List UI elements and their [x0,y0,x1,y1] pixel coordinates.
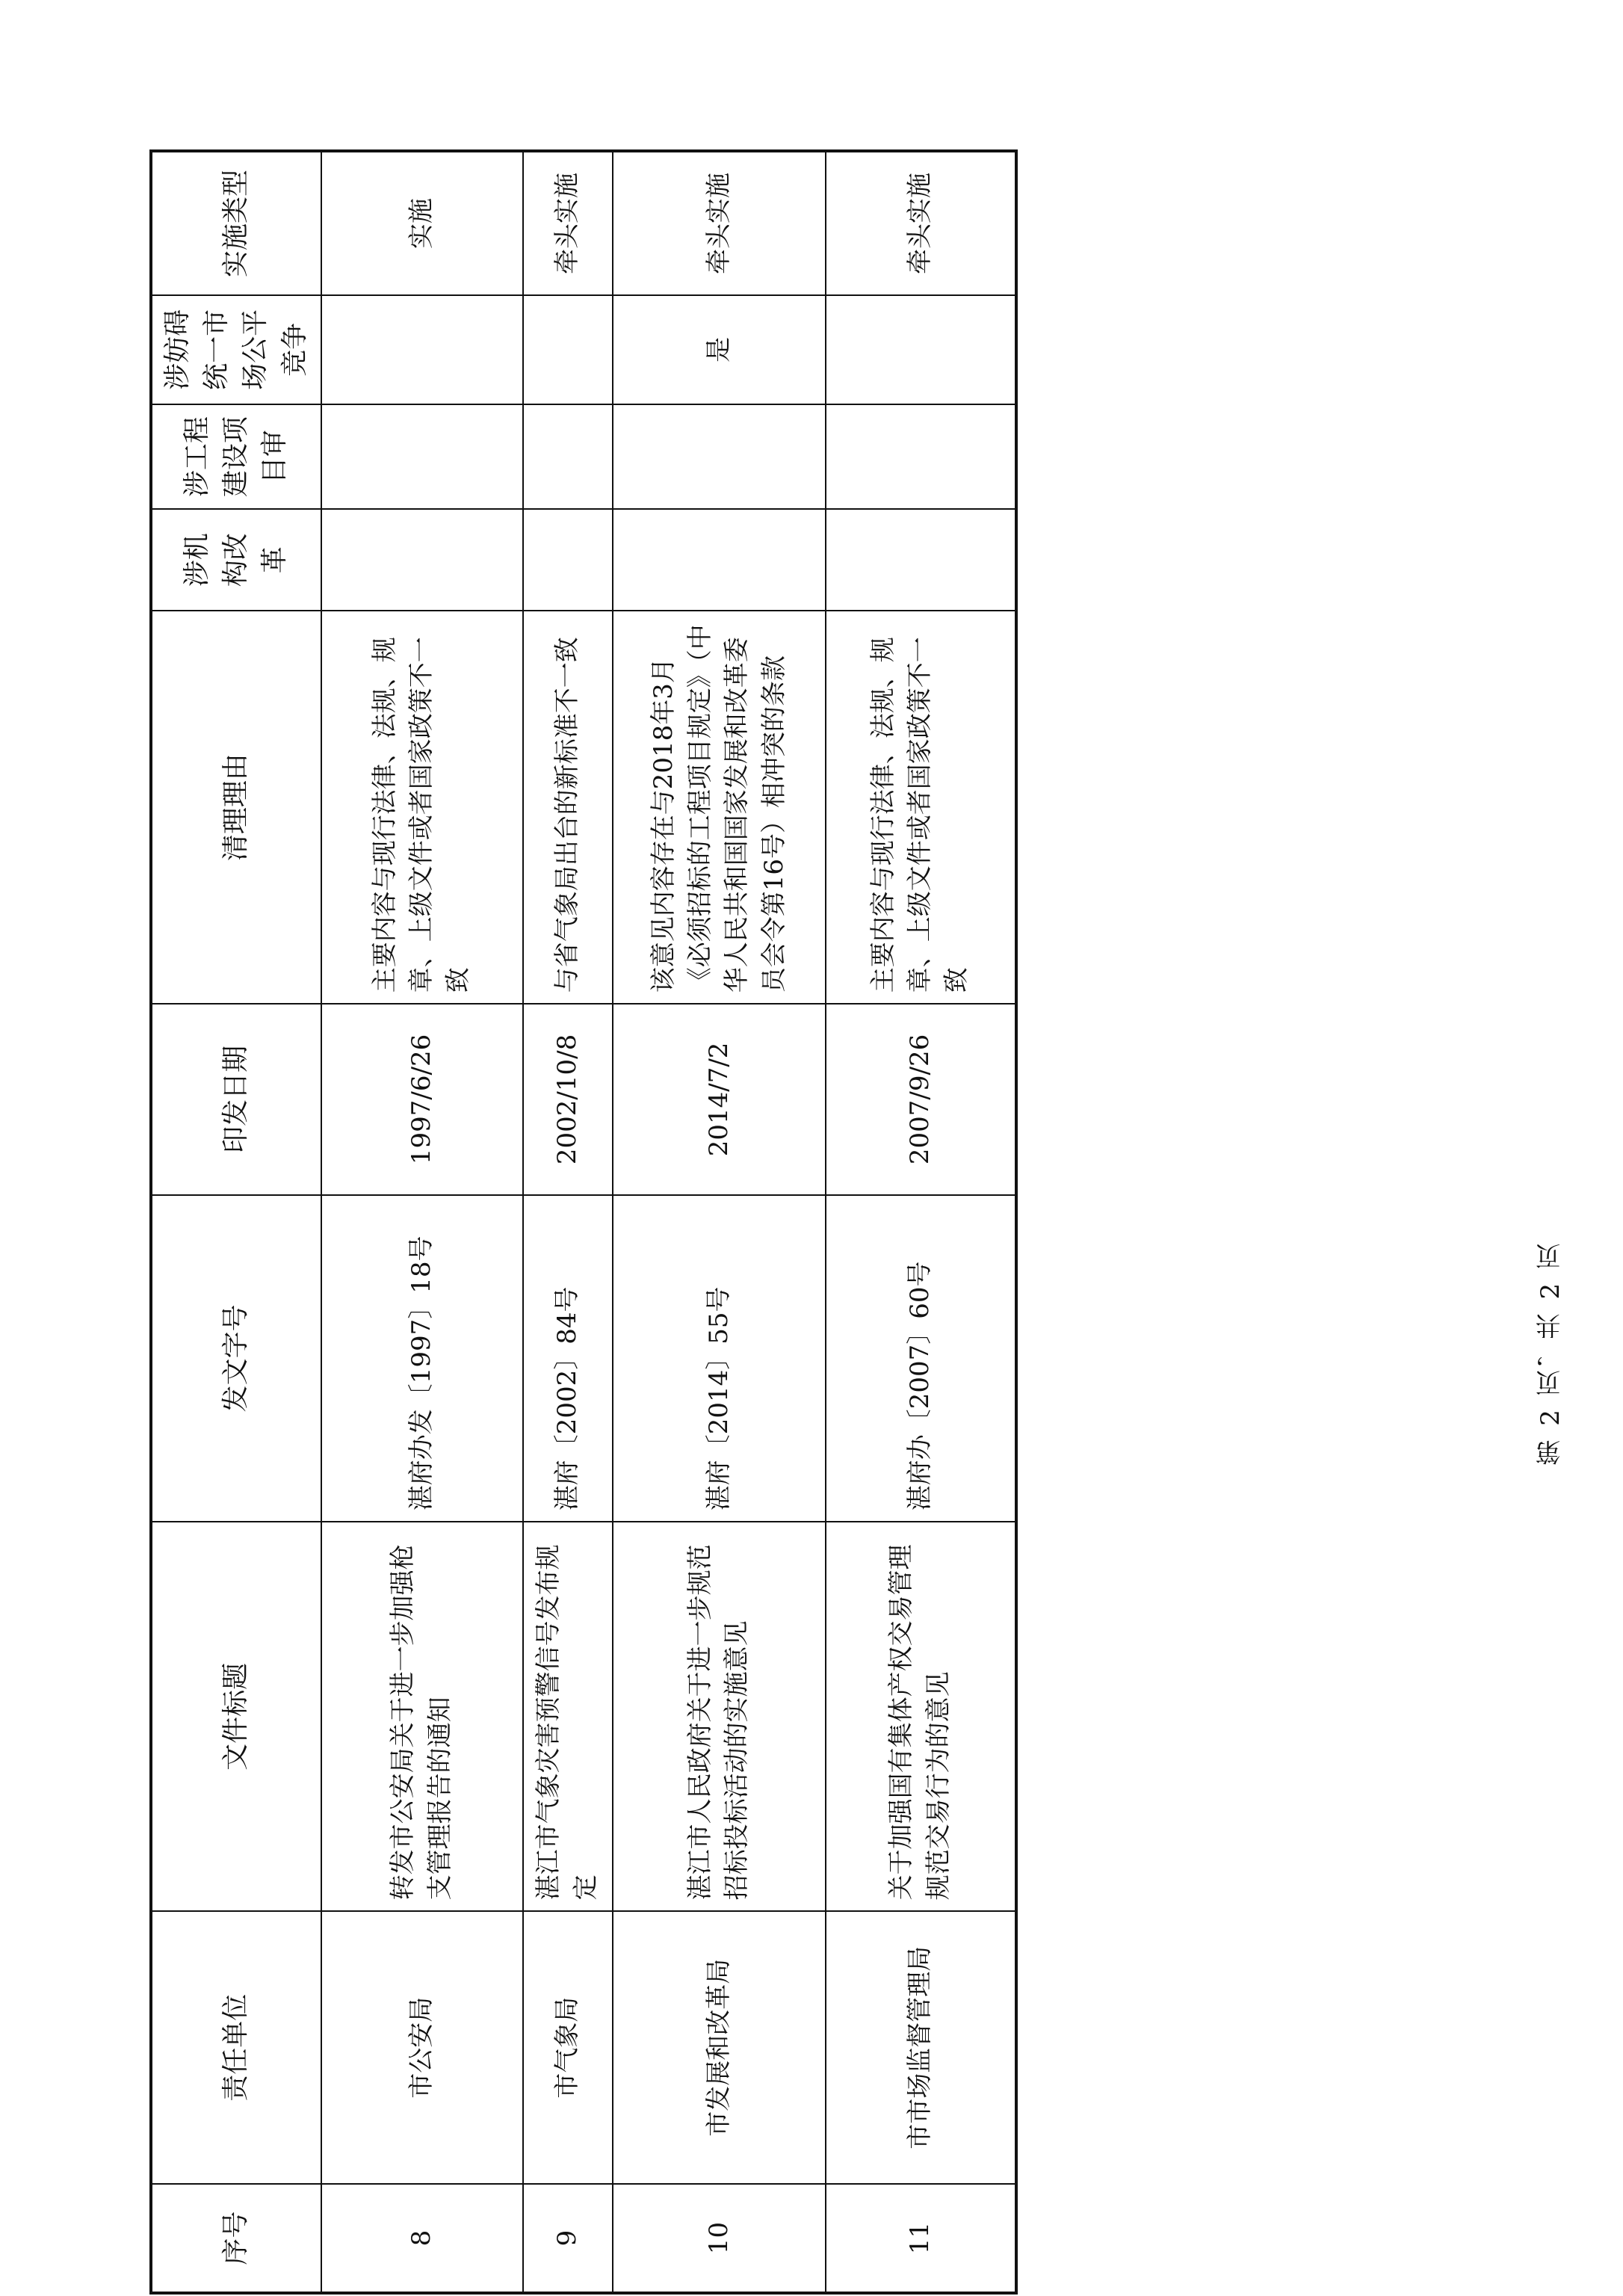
row-fair-comp [321,295,523,404]
row-impl-type: 实施 [321,151,523,295]
row-inst-reform [523,509,613,610]
row-seq: 10 [613,2184,826,2293]
row-doc-no: 湛府〔2014〕55号 [613,1195,826,1522]
header-seq: 序号 [151,2184,321,2293]
row-doc-no: 湛府办〔2007〕60号 [826,1195,1016,1522]
row-fair-comp: 是 [613,295,826,404]
header-inst-reform: 涉机构改革 [151,509,321,610]
row-inst-reform [321,509,523,610]
row-unit: 市发展和改革局 [613,1911,826,2184]
row-seq: 11 [826,2184,1016,2293]
row-reason: 与省气象局出台的新标准不一致 [523,611,613,1004]
row-eng-review [826,404,1016,510]
header-fair-comp: 涉妨碍统一市场公平竞争 [151,295,321,404]
row-date: 1997/6/26 [321,1004,523,1194]
page-number-footer: 第 2 页，共 2 页 [1536,1241,1565,1466]
row-reason: 该意见内容存在与2018年3月《必须招标的工程项目规定》（中华人民共和国国家发展和改革委员会令第16号）相冲突的条款 [613,611,826,1004]
table-row [321,151,523,2293]
header-reason: 清理理由 [151,611,321,1004]
row-impl-type: 牵头实施 [826,151,1016,295]
row-inst-reform [613,509,826,610]
row-unit: 市市场监督管理局 [826,1911,1016,2184]
row-title: 湛江市人民政府关于进一步规范招标投标活动的实施意见 [613,1522,826,1911]
row-unit: 市公安局 [321,1911,523,2184]
document-table [149,149,1018,2295]
row-title: 关于加强国有集体产权交易管理规范交易行为的意见 [826,1522,1016,1911]
row-eng-review [613,404,826,510]
row-date: 2014/7/2 [613,1004,826,1194]
table-row [613,151,826,2293]
row-date: 2002/10/8 [523,1004,613,1194]
row-reason: 主要内容与现行法律、法规、规章、上级文件或者国家政策不一致 [826,611,1016,1004]
header-unit: 责任单位 [151,1911,321,2184]
table-header-row [151,151,321,2293]
row-impl-type: 牵头实施 [613,151,826,295]
row-seq: 8 [321,2184,523,2293]
row-reason: 主要内容与现行法律、法规、规章、上级文件或者国家政策不一致 [321,611,523,1004]
row-eng-review [523,404,613,510]
row-fair-comp [826,295,1016,404]
row-doc-no: 湛府〔2002〕84号 [523,1195,613,1522]
row-unit: 市气象局 [523,1911,613,2184]
row-impl-type: 牵头实施 [523,151,613,295]
header-impl-type: 实施类型 [151,151,321,295]
header-doc-no: 发文字号 [151,1195,321,1522]
header-title: 文件标题 [151,1522,321,1911]
row-eng-review [321,404,523,510]
row-title: 湛江市气象灾害预警信号发布规定 [523,1522,613,1911]
table-row [523,151,613,2293]
row-fair-comp [523,295,613,404]
header-eng-review: 涉工程建设项目审 [151,404,321,510]
row-title: 转发市公安局关于进一步加强枪支管理报告的通知 [321,1522,523,1911]
row-doc-no: 湛府办发〔1997〕18号 [321,1195,523,1522]
row-seq: 9 [523,2184,613,2293]
row-date: 2007/9/26 [826,1004,1016,1194]
table-row [826,151,1016,2293]
rotated-table-container [149,149,1010,2295]
header-date: 印发日期 [151,1004,321,1194]
row-inst-reform [826,509,1016,610]
